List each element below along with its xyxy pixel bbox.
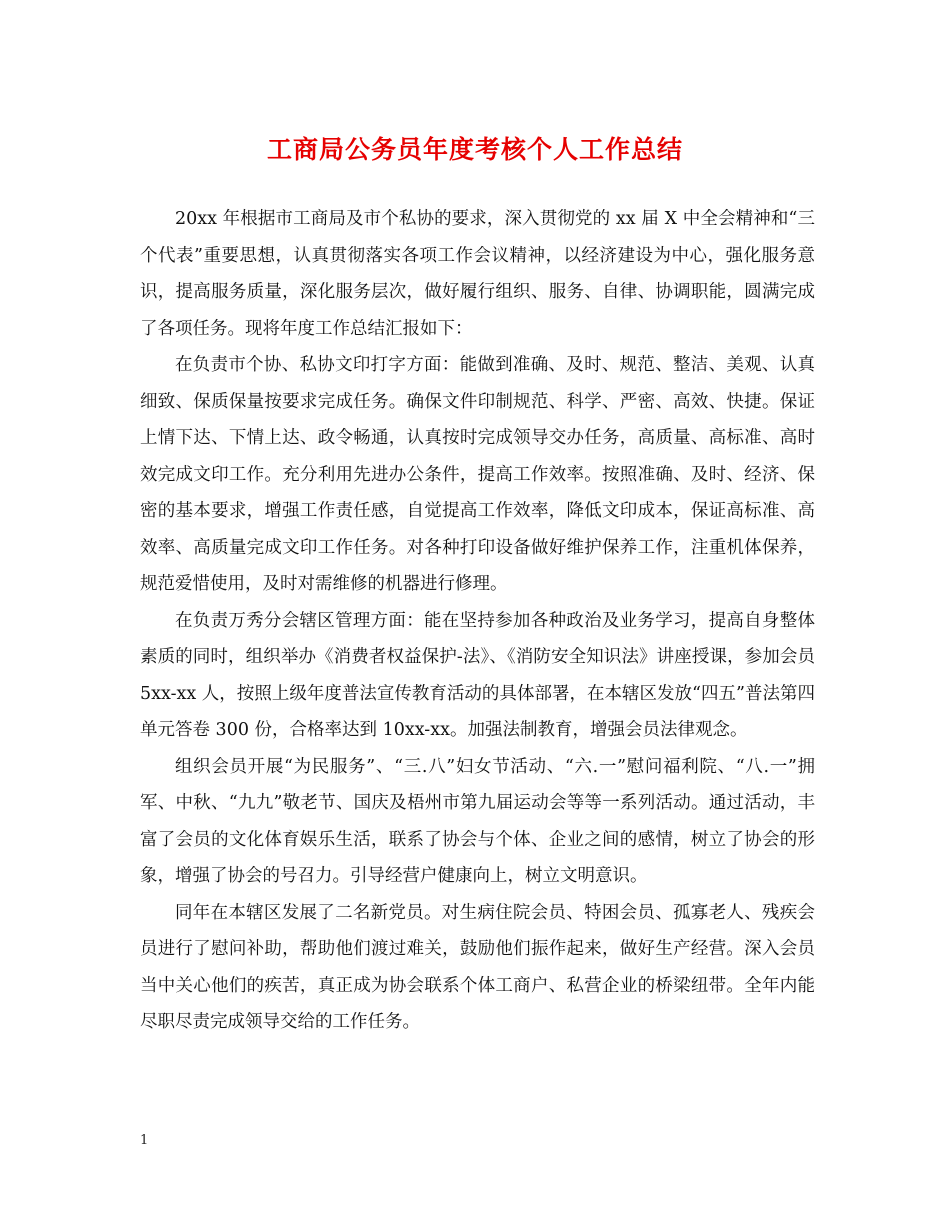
paragraph-printing-work: 在负责市个协、私协文印打字方面：能做到准确、及时、规范、整洁、美观、认真细致、保质保量按要求完成任务。确保文件印制规范、科学、严密、高效、快捷。保证上情下达、下情上达、政令畅通，认真按时完成领导交办任务，高质量、高标准、高时效完成文印工作。充分利用先进办公条件，提高工作效率。按照准确、及时、经济、保密的基本要求，增强工作责任感，自觉提高工作效率，降低文印成本，保证高标准、高效率、高质量完成文印工作任务。对各种打印设备做好维护保养工作，注重机体保养，规范爱惜使用，及时对需维修的机器进行修理。 xyxy=(140,355,815,594)
page-number: 1 xyxy=(140,1133,149,1148)
document-title: 工商局公务员年度考核个人工作总结 xyxy=(266,135,683,164)
document-body xyxy=(140,201,821,1041)
paragraph-district-management: 在负责万秀分会辖区管理方面：能在坚持参加各种政治及业务学习，提高自身整体素质的同时，组织举办《消费者权益保护-法》、《消防安全知识法》讲座授课，参加会员 5xx-xx 人，按照上级年度普法宣传教育活动的具体部署，在本辖区发放“四五”普法第四单元答卷 300 份，合格率达到 10xx-xx。加强法制教育，增强会员法律观念。 xyxy=(140,610,821,740)
paragraph-intro: 20xx 年根据市工商局及市个私协的要求，深入贯彻党的 xx 届 X 中全会精神和“三个代表”重要思想，认真贯彻落实各项工作会议精神，以经济建设为中心，强化服务意识，提高服务质量，深化服务层次，做好履行组织、服务、自律、协调职能，圆满完成了各项任务。现将年度工作总结汇报如下： xyxy=(140,209,815,339)
paragraph-member-activities: 组织会员开展“为民服务”、“三.八”妇女节活动、“六.一”慰问福利院、“八.一”拥军、中秋、“九九”敬老节、国庆及梧州市第九届运动会等等一系列活动。通过活动，丰富了会员的文化体育娱乐生活，联系了协会与个体、企业之间的感情，树立了协会的形象，增强了协会的号召力。引导经营户健康向上，树立文明意识。 xyxy=(140,756,815,886)
paragraph-party-members: 同年在本辖区发展了二名新党员。对生病住院会员、特困会员、孤寡老人、残疾会员进行了慰问补助，帮助他们渡过难关，鼓励他们振作起来，做好生产经营。深入会员当中关心他们的疾苦，真正成为协会联系个体工商户、私营企业的桥梁纽带。全年内能尽职尽责完成领导交给的工作任务。 xyxy=(140,902,815,1032)
